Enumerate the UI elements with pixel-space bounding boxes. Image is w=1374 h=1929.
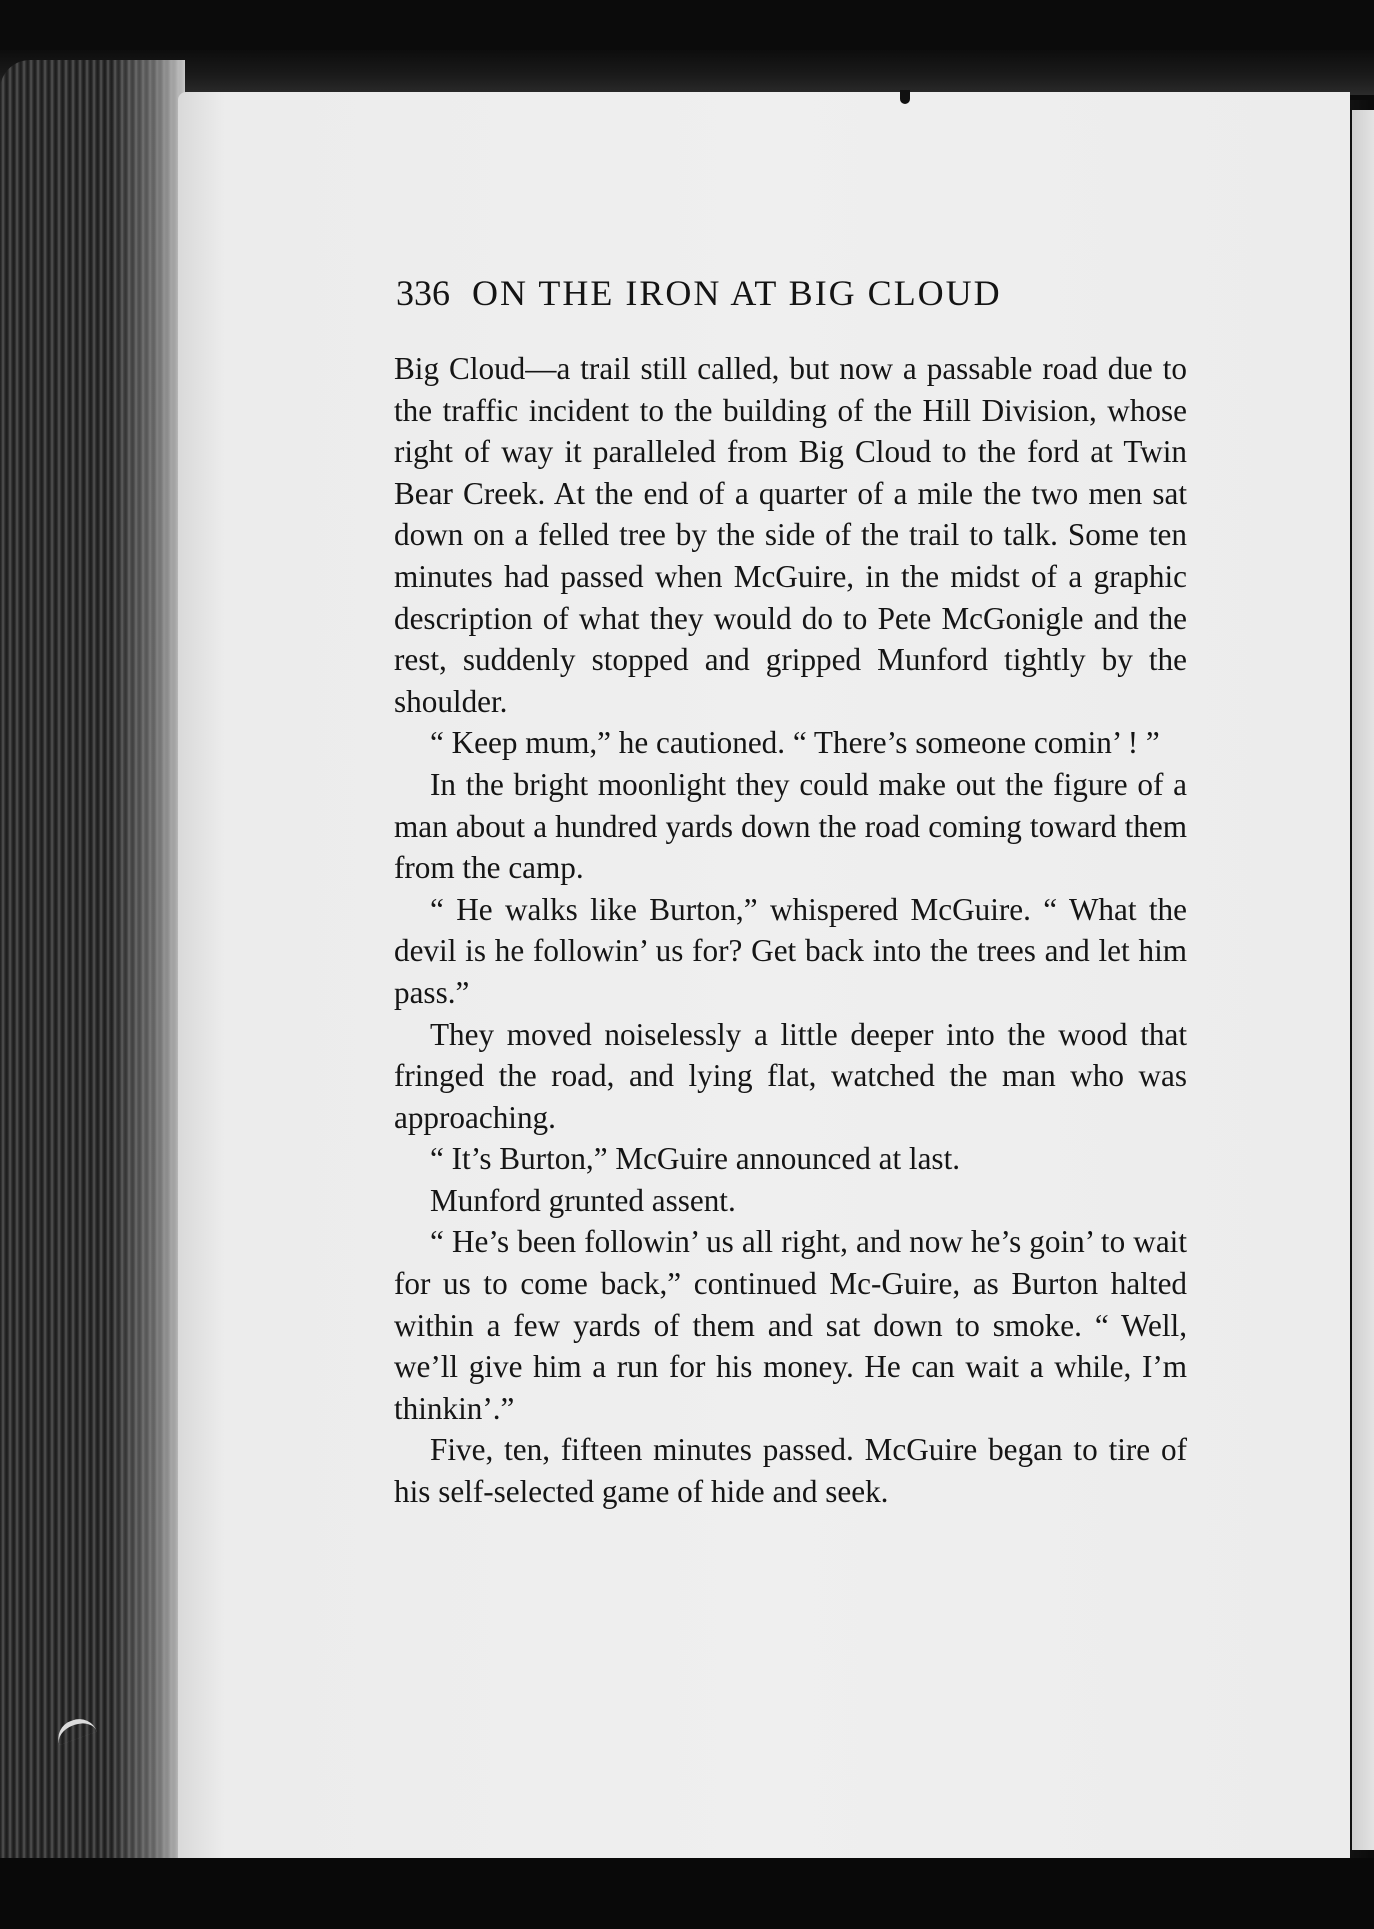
scan-bottom-border — [0, 1858, 1374, 1929]
stacked-page-edges — [0, 60, 185, 1870]
paragraph: Big Cloud—a trail still called, but now a passable road due to the traffic incident to the building of the Hill Division, whose right of way it paralleled from Big Cloud to the ford at Twin Bear Creek. At the end of a quarter of a mile the two men sat down on a felled tree by the side of the trail to talk. Some ten minutes had passed when McGuire, in the midst of a graphic description of what they would do to Pete McGonigle and the rest, suddenly stopped and gripped Munford tightly by the shoulder. — [394, 351, 1187, 719]
book-cover-top-edge — [0, 50, 1374, 95]
running-title: ON THE IRON AT BIG CLOUD — [472, 273, 1002, 313]
page-number: 336 — [396, 273, 450, 313]
running-header — [396, 272, 1196, 314]
paragraph: Five, ten, fifteen minutes passed. McGuire began to tire of his self-selected game of hide and seek. — [394, 1432, 1187, 1510]
paragraph: Munford grunted assent. — [430, 1182, 736, 1218]
paragraph: “ Keep mum,” he cautioned. “ There’s someone comin’ ! ” — [430, 725, 1160, 761]
binding-mark — [900, 90, 910, 104]
facing-page-edge — [1352, 110, 1374, 1850]
page-body — [394, 348, 1187, 1513]
paragraph: In the bright moonlight they could make out the figure of a man about a hundred yards down the road coming toward them from the camp. — [394, 766, 1187, 886]
paragraph: They moved noiselessly a little deeper into the wood that fringed the road, and lying flat, watched the man who was approaching. — [394, 1016, 1187, 1135]
paragraph: “ He’s been followin’ us all right, and now he’s goin’ to wait for us to come back,” continued Mc-Guire, as Burton halted within a few yards of them and sat down to smoke. “ Well, we’ll give him a run for his money. He can wait a while, I’m thinkin’.” — [394, 1224, 1187, 1426]
paragraph: “ He walks like Burton,” whispered McGuire. “ What the devil is he followin’ us for? Get back into the trees and let him pass.” — [394, 891, 1187, 1010]
paragraph: “ It’s Burton,” McGuire announced at last. — [430, 1141, 961, 1177]
